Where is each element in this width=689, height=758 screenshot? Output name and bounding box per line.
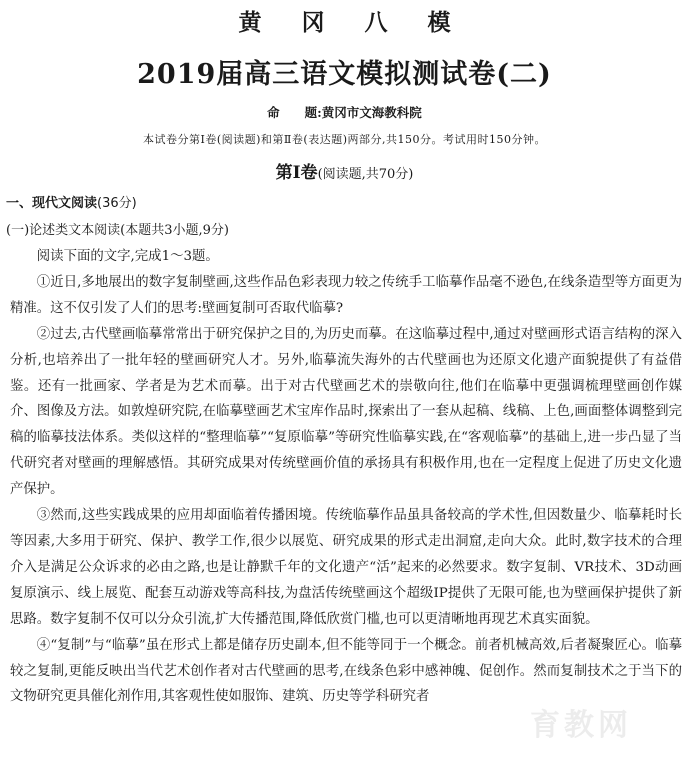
subsection-heading: (一)论述类文本阅读(本题共3小题,9分) [6, 223, 229, 238]
passage-body [10, 244, 682, 710]
passage-paragraph-2: ②过去,古代壁画临摹常常出于研究保护之目的,为历史而摹。在这临摹过程中,通过对壁画形式语言结构的深入分析,也培养出了一批年轻的壁画研究人才。另外,临摹流失海外的古代壁画也为还原文化遗产面貌提供了有益借鉴。还有一批画家、学者是为艺术而摹。出于对古代壁画艺术的崇敬向往,他们在临摹中更强调梳理壁画创作媒介、图像及方法。如敦煌研究院,在临摹壁画艺术宝库作品时,探索出了一套从起稿、线稿、上色,画面整体调整到完稿的临摹技法体系。类似这样的“整理临摹”“复原临摹”等研究性临摹实践,在“客观临摹”的基础上,进一步凸显了当代研究者对壁画的理解感悟。其研究成果对传统壁画价值的承扬具有积极作用,也在一定程度上促进了历史文化遗产保护。 [10, 326, 682, 498]
setter-label: 命 题: [267, 105, 322, 120]
setter-line [0, 103, 689, 121]
part-subtitle: (阅读题,共70分) [317, 167, 414, 182]
section-heading [6, 192, 137, 211]
exam-note: 本试卷分第Ⅰ卷(阅读题)和第Ⅱ卷(表达题)两部分,共150分。考试用时150分钟。 [143, 133, 546, 146]
part-heading [0, 158, 689, 183]
exam-title: 2019届高三语文模拟测试卷(二) [137, 59, 552, 90]
passage-paragraph-3: ③然而,这些实践成果的应用却面临着传播困境。传统临摹作品虽具备较高的学术性,但因数量少、临摹耗时长等因素,大多用于研究、保护、教学工作,很少以展览、研究成果的形式走出洞窟,走向大众。此时,数字技术的合理介入是满足公众诉求的必由之路,也是让静默千年的文化遗产“活”起来的必然要求。数字复制、VR技术、3D动画复原演示、线上展览、配套互动游戏等高科技,为盘活传统壁画这个超级IP提供了无限可能,也为壁画保护提供了新思路。数字复制不仅可以分众引流,扩大传播范围,降低欣赏门槛,也可以更清晰地再现艺术真实面貌。 [10, 508, 682, 627]
setter-name: 黄冈市文海教科院 [321, 105, 422, 120]
passage-paragraph-4: ④“复制”与“临摹”虽在形式上都是储存历史副本,但不能等同于一个概念。前者机械高效,后者凝聚匠心。临摹较之复制,更能反映出当代艺术创作者对古代壁画的思考,在线条色彩中感神魄、促创作。然而复制技术之于当下的文物研究更具催化剂作用,其客观性使如服饰、建筑、历史等学科研究者 [10, 637, 682, 705]
section-title: 一、现代文阅读 [6, 196, 98, 211]
part-title: 第Ⅰ卷 [275, 163, 318, 183]
watermark-logo: 育教网 [530, 708, 632, 743]
passage-paragraph-1: ①近日,多地展出的数字复制壁画,这些作品色彩表现力较之传统手工临摹作品毫不逊色,在线条造型等方面更为精准。这不仅引发了人们的思考:壁画复制可否取代临摹? [10, 274, 682, 316]
passage-instruction: 阅读下面的文字,完成1～3题。 [36, 249, 219, 264]
series-title: 黄冈八模 [238, 9, 491, 36]
section-points: (36分) [97, 196, 137, 211]
